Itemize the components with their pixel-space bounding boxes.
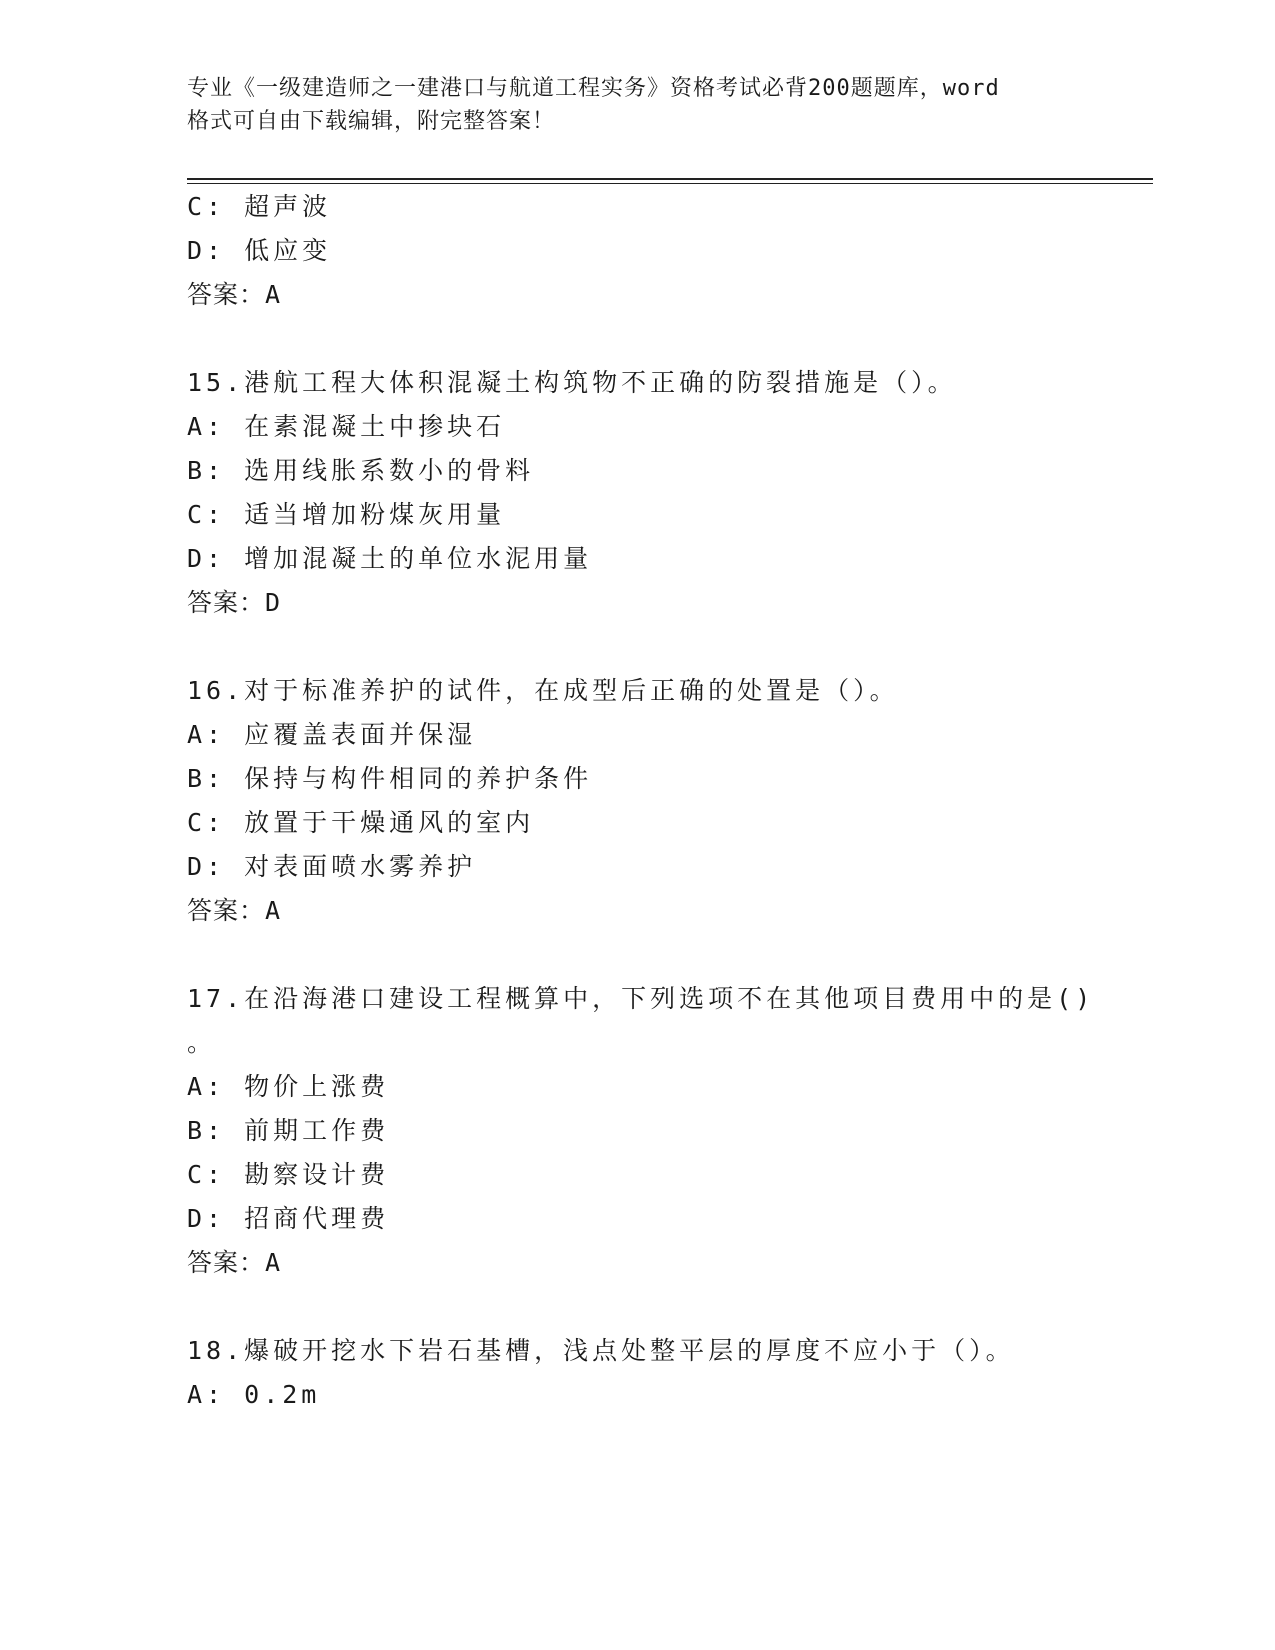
option-line: C: 适当增加粉煤灰用量 — [187, 500, 506, 529]
option-line: D: 招商代理费 — [187, 1204, 390, 1233]
option-line: D: 增加混凝土的单位水泥用量 — [187, 544, 593, 573]
option-line: A: 物价上涨费 — [187, 1072, 390, 1101]
option-line: B: 前期工作费 — [187, 1116, 390, 1145]
question-line: 15.港航工程大体积混凝土构筑物不正确的防裂措施是（）。 — [187, 368, 957, 397]
option-line: A: 应覆盖表面并保湿 — [187, 720, 477, 749]
option-line: B: 保持与构件相同的养护条件 — [187, 764, 593, 793]
option-line: C: 放置于干燥通风的室内 — [187, 808, 535, 837]
header-line-1: 专业《一级建造师之一建港口与航道工程实务》资格考试必背200题题库，word — [187, 76, 1000, 101]
option-line: B: 选用线胀系数小的骨料 — [187, 456, 535, 485]
question-line: 17.在沿海港口建设工程概算中，下列选项不在其他项目费用中的是() — [187, 984, 1095, 1013]
option-line: D: 对表面喷水雾养护 — [187, 852, 477, 881]
answer-line: 答案：A — [187, 896, 282, 925]
question-line: 18.爆破开挖水下岩石基槽，浅点处整平层的厚度不应小于（）。 — [187, 1336, 1015, 1365]
question-line: 16.对于标准养护的试件，在成型后正确的处置是（）。 — [187, 676, 899, 705]
option-line: C: 勘察设计费 — [187, 1160, 390, 1189]
option-line: D: 低应变 — [187, 236, 332, 265]
option-line: A: 0.2m — [187, 1380, 321, 1409]
answer-line: 答案：A — [187, 1248, 282, 1277]
header-divider-thin — [187, 183, 1153, 184]
header-divider-thick — [187, 178, 1153, 180]
answer-line: 答案：A — [187, 280, 282, 309]
option-line: C: 超声波 — [187, 192, 332, 221]
document-header — [187, 72, 1067, 138]
option-line: A: 在素混凝土中掺块石 — [187, 412, 506, 441]
answer-line: 答案：D — [187, 588, 282, 617]
question-continuation: 。 — [187, 1028, 217, 1057]
header-line-2: 格式可自由下载编辑，附完整答案！ — [187, 109, 556, 134]
